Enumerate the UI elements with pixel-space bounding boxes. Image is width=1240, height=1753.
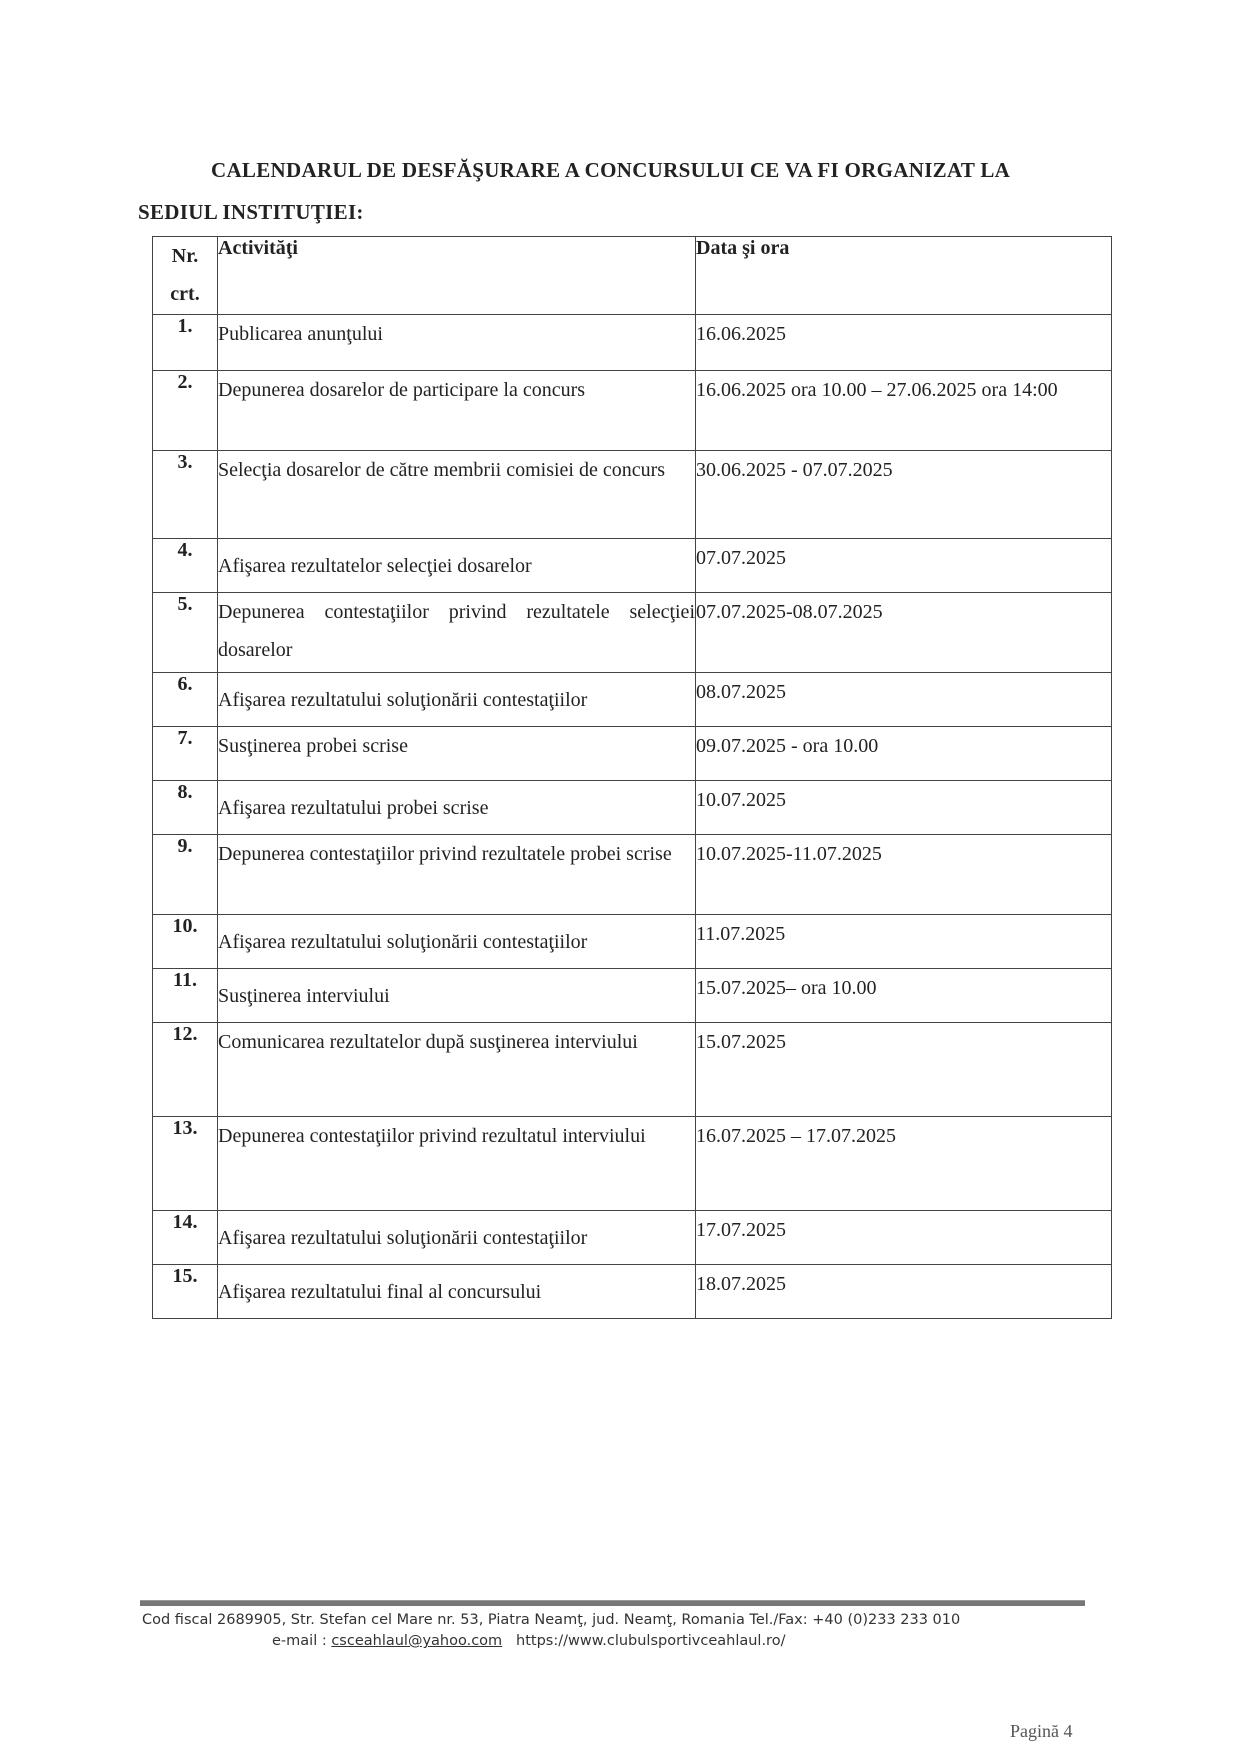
header-nr-line2: crt. [170, 283, 200, 305]
row-activity: Depunerea contestaţiilor privind rezultatele probei scrise [218, 835, 696, 915]
row-number: 14. [153, 1211, 218, 1265]
row-activity: Afişarea rezultatului soluţionării contestaţiilor [218, 1211, 696, 1265]
row-number: 4. [153, 539, 218, 593]
row-number: 10. [153, 915, 218, 969]
row-number: 12. [153, 1023, 218, 1117]
table-row [153, 673, 1112, 727]
footer-contact [272, 1633, 785, 1649]
schedule-table [152, 236, 1112, 1319]
row-activity: Afişarea rezultatului probei scrise [218, 781, 696, 835]
row-activity: Comunicarea rezultatelor după susţinerea interviului [218, 1023, 696, 1117]
table-row [153, 781, 1112, 835]
table-row [153, 1265, 1112, 1319]
row-date: 17.07.2025 [696, 1211, 1112, 1265]
row-date: 07.07.2025-08.07.2025 [696, 593, 1112, 673]
table-row [153, 371, 1112, 451]
header-activity: Activităţi [218, 237, 696, 315]
row-number: 11. [153, 969, 218, 1023]
row-activity: Susţinerea interviului [218, 969, 696, 1023]
row-activity: Afişarea rezultatului soluţionării contestaţiilor [218, 673, 696, 727]
row-number: 15. [153, 1265, 218, 1319]
row-date: 16.06.2025 [696, 315, 1112, 371]
page-number: Pagină 4 [1010, 1721, 1073, 1741]
table-row [153, 727, 1112, 781]
table-row [153, 593, 1112, 673]
row-number: 1. [153, 315, 218, 371]
table-row [153, 1023, 1112, 1117]
table-row [153, 1117, 1112, 1211]
row-date: 15.07.2025 [696, 1023, 1112, 1117]
footer-website-link[interactable]: https://www.clubulsportivceahlaul.ro/ [516, 1633, 786, 1649]
row-number: 7. [153, 727, 218, 781]
header-nr [153, 237, 218, 315]
document-title-line1: CALENDARUL DE DESFĂŞURARE A CONCURSULUI CE VA FI ORGANIZAT LA [211, 158, 1011, 182]
row-date: 16.07.2025 – 17.07.2025 [696, 1117, 1112, 1211]
table-row [153, 539, 1112, 593]
table-body [153, 315, 1112, 1319]
row-activity: Afişarea rezultatului soluţionării contestaţiilor [218, 915, 696, 969]
row-number: 13. [153, 1117, 218, 1211]
header-date: Data şi ora [696, 237, 1112, 315]
row-date: 15.07.2025– ora 10.00 [696, 969, 1112, 1023]
row-activity: Publicarea anunţului [218, 315, 696, 371]
table-row [153, 915, 1112, 969]
footer-email-link[interactable]: csceahlaul@yahoo.com [331, 1633, 503, 1649]
row-activity: Afişarea rezultatelor selecţiei dosarelor [218, 539, 696, 593]
row-number: 6. [153, 673, 218, 727]
row-number: 3. [153, 451, 218, 539]
table-header-row [153, 237, 1112, 315]
row-activity: Depunerea contestaţiilor privind rezultatele selecţiei dosarelor [218, 593, 696, 673]
row-activity: Depunerea dosarelor de participare la concurs [218, 371, 696, 451]
row-date: 30.06.2025 - 07.07.2025 [696, 451, 1112, 539]
row-date: 11.07.2025 [696, 915, 1112, 969]
row-date: 10.07.2025-11.07.2025 [696, 835, 1112, 915]
row-date: 08.07.2025 [696, 673, 1112, 727]
table-row [153, 969, 1112, 1023]
footer-email-label: e-mail : [272, 1633, 327, 1649]
row-activity: Afişarea rezultatului final al concursului [218, 1265, 696, 1319]
row-date: 10.07.2025 [696, 781, 1112, 835]
table-row [153, 1211, 1112, 1265]
row-date: 09.07.2025 - ora 10.00 [696, 727, 1112, 781]
row-number: 9. [153, 835, 218, 915]
row-date: 16.06.2025 ora 10.00 – 27.06.2025 ora 14:00 [696, 371, 1112, 451]
table-row [153, 451, 1112, 539]
table-row [153, 315, 1112, 371]
row-activity: Depunerea contestaţiilor privind rezultatul interviului [218, 1117, 696, 1211]
row-number: 2. [153, 371, 218, 451]
footer-address: Cod fiscal 2689905, Str. Stefan cel Mare nr. 53, Piatra Neamţ, jud. Neamţ, Romania Tel./Fax: +40 (0)233 233 010 [142, 1612, 961, 1628]
row-number: 5. [153, 593, 218, 673]
document-title-line2: SEDIUL INSTITUŢIEI: [138, 200, 364, 224]
table-row [153, 835, 1112, 915]
row-date: 07.07.2025 [696, 539, 1112, 593]
row-date: 18.07.2025 [696, 1265, 1112, 1319]
row-number: 8. [153, 781, 218, 835]
row-activity: Susţinerea probei scrise [218, 727, 696, 781]
footer-divider [140, 1600, 1085, 1606]
row-activity: Selecţia dosarelor de către membrii comisiei de concurs [218, 451, 696, 539]
header-nr-line1: Nr. [171, 245, 199, 267]
